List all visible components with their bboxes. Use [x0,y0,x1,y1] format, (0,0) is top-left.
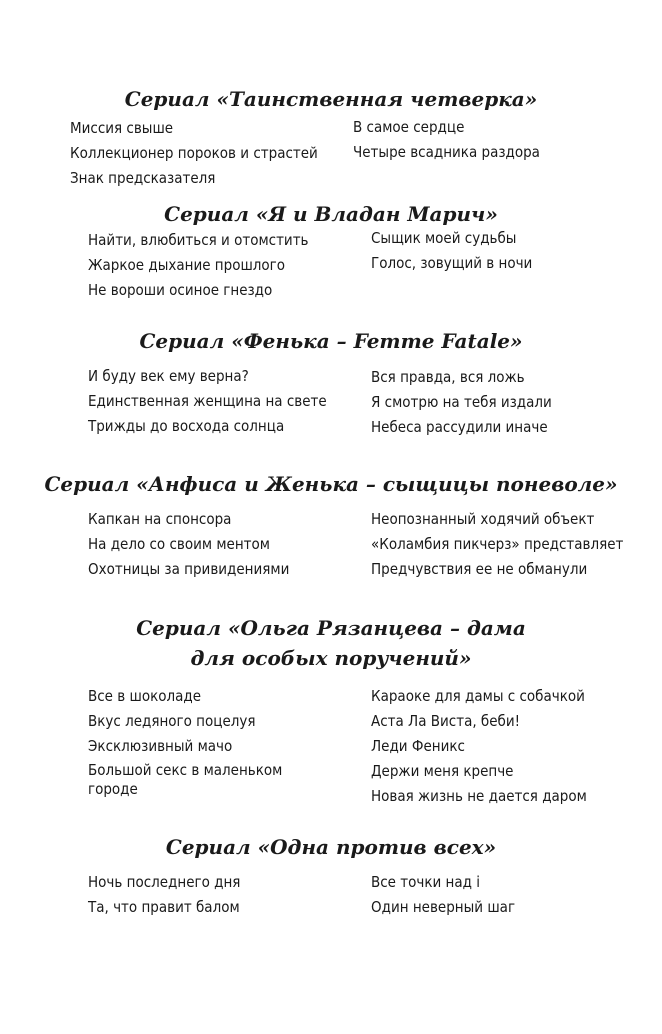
book-title: Сыщик моей судьбы [371,229,517,247]
book-title: Трижды до восхода солнца [88,417,285,435]
book-title: Все точки над i [371,873,481,891]
book-title: Коллекционер пороков и страстей [70,144,318,162]
book-title: На дело со своим ментом [88,535,270,553]
books-left-column [88,230,309,305]
book-title: Голос, зовущий в ночи [371,254,533,272]
series-title: Сериал «Таинственная четверка» [124,87,538,111]
book-title: Держи меня крепче [371,762,514,780]
series-block-fenka [0,326,662,356]
book-title: Жаркое дыхание прошлого [88,256,286,274]
series-title: Сериал «Я и Владан Марич» [164,202,498,226]
series-title: Сериал «Анфиса и Женька – сыщицы поневоле» [44,472,618,496]
book-title: Знак предсказателя [70,169,216,187]
book-title: Четыре всадника раздора [353,143,540,161]
book-title: Аста Ла Виста, беби! [371,712,521,730]
book-title: Найти, влюбиться и отомстить [88,231,309,249]
books-right-column [371,872,515,922]
book-title: «Коламбия пикчерз» представляет [371,535,624,553]
books-right-column [353,117,540,167]
book-title: Большой секс в маленьком городе [88,761,283,798]
book-title: И буду век ему верна? [88,367,249,385]
books-right-column [371,686,587,811]
series-block-tainstvennaya-chetverka [0,84,662,114]
books-left-column [88,686,328,804]
series-block-anfisa-i-zhenka [0,469,662,499]
book-title: Один неверный шаг [371,898,516,916]
series-title-line-1: Сериал «Ольга Рязанцева – дама [136,616,526,640]
books-right-column [371,228,532,278]
book-title: Вкус ледяного поцелуя [88,712,256,730]
book-title: Все в шоколаде [88,687,202,705]
book-title: Неопознанный ходячий объект [371,510,595,528]
series-title-line-2: для особых поручений» [190,646,472,670]
series-title: Сериал «Фенька – Femme Fatale» [139,329,523,353]
books-right-column [371,509,623,584]
book-title: Ночь последнего дня [88,873,241,891]
series-block-olga-ryazantseva [0,613,662,673]
book-title: Эксклюзивный мачо [88,737,233,755]
book-title: Та, что правит балом [88,898,240,916]
book-title: Миссия свыше [70,119,174,137]
books-left-column [70,118,318,193]
book-title: В самое сердце [353,118,465,136]
books-right-column [371,367,552,442]
book-title: Не вороши осиное гнездо [88,281,273,299]
books-left-column [88,509,289,584]
book-title: Новая жизнь не дается даром [371,787,587,805]
book-title: Караоке для дамы с собачкой [371,687,585,705]
series-block-odna-protiv-vseh [0,832,662,862]
book-title: Небеса рассудили иначе [371,418,548,436]
book-title: Я смотрю на тебя издали [371,393,552,411]
book-title: Охотницы за привидениями [88,560,290,578]
book-title: Предчувствия ее не обманули [371,560,588,578]
book-title: Вся правда, вся ложь [371,368,525,386]
book-title: Капкан на спонсора [88,510,232,528]
series-block-ya-i-vladan-marich [0,199,662,229]
books-left-column [88,366,327,441]
book-title: Единственная женщина на свете [88,392,327,410]
book-title: Леди Феникс [371,737,465,755]
series-title: Сериал «Одна против всех» [165,835,497,859]
books-left-column [88,872,240,922]
